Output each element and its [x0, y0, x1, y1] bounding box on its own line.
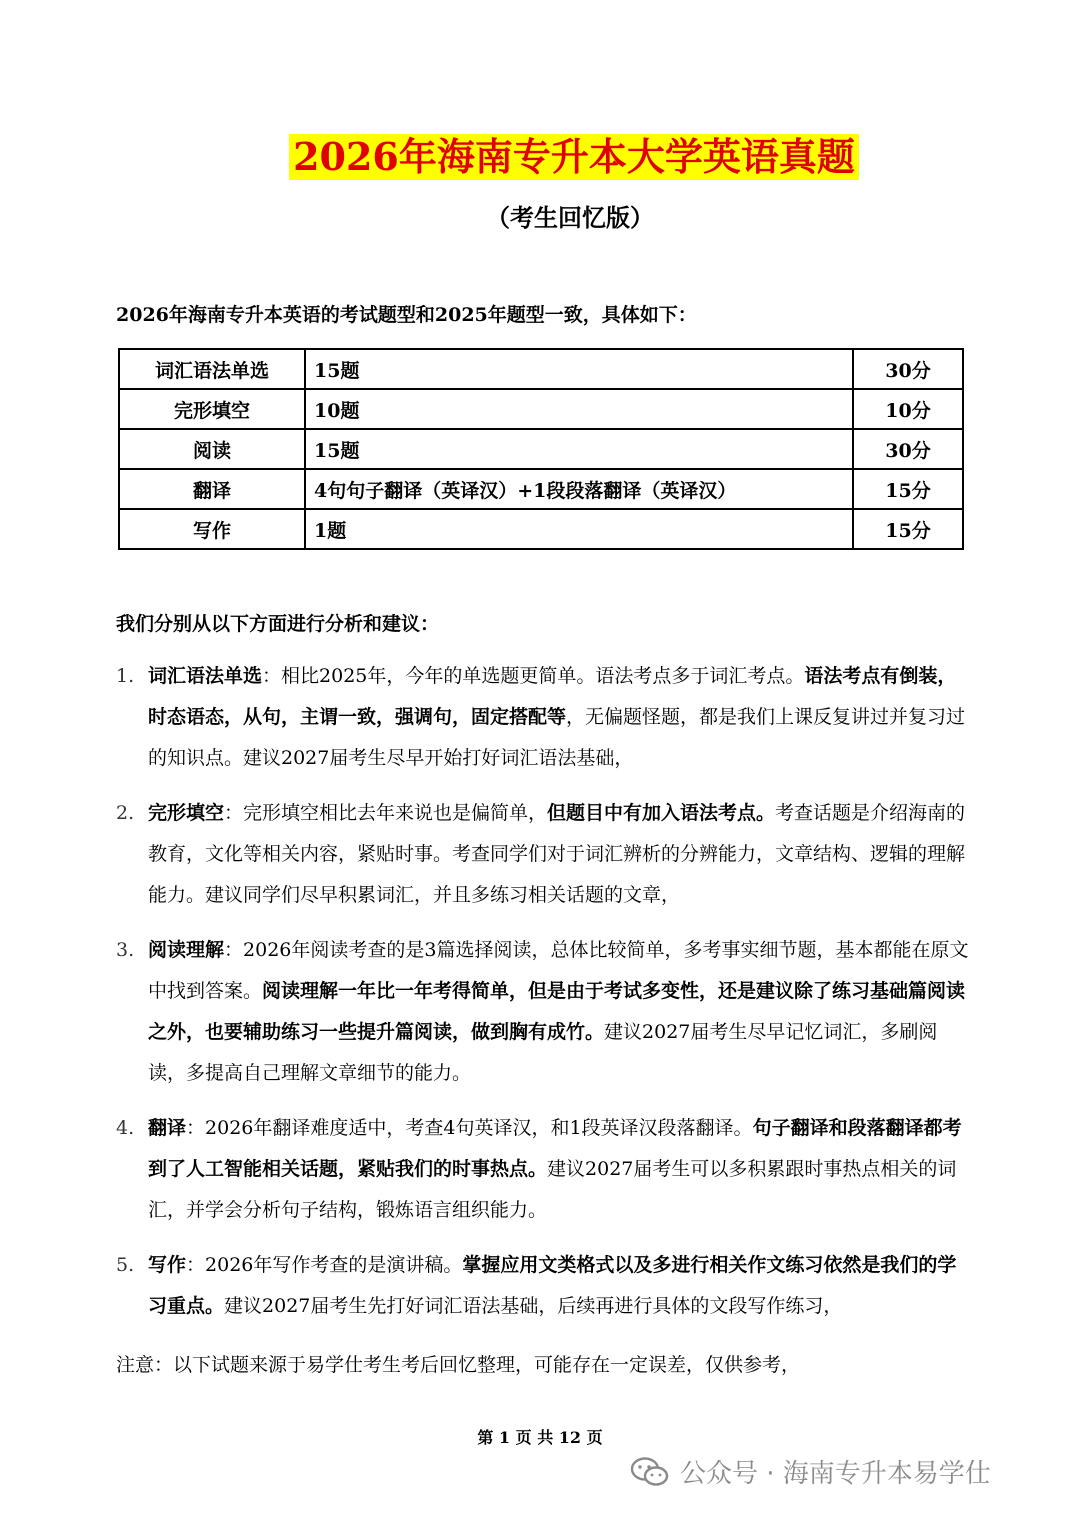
list-item — [116, 930, 972, 1094]
item-label: 翻译 — [148, 1117, 187, 1139]
count-cell: 15题 — [305, 429, 853, 469]
table-row — [119, 469, 963, 509]
score-cell: 15分 — [853, 509, 963, 549]
list-item — [116, 656, 972, 779]
analysis-list — [116, 656, 972, 1341]
count-cell: 1题 — [305, 509, 853, 549]
item-number: 2. — [116, 802, 135, 824]
item-bold-text: 语法考点有倒装，时态语态，从句，主谓一致，强调句，固定搭配等 — [148, 665, 957, 728]
table-row — [119, 509, 963, 549]
item-text: ：2026年写作考查的是演讲稿。 — [186, 1254, 463, 1276]
item-number: 3. — [116, 939, 135, 961]
item-bold-text: 阅读理解一年比一年考得简单，但是由于考试多变性，还是建议除了练习基础篇阅读之外，也要辅助练习一些提升篇阅读，做到胸有成竹。 — [148, 980, 966, 1043]
item-label: 完形填空 — [148, 802, 225, 824]
item-bold-text: 句子翻译和段落翻译都考到了人工智能相关话题，紧贴我们的时事热点。 — [148, 1117, 962, 1180]
item-label: 写作 — [148, 1254, 187, 1276]
disclaimer-note: 注意：以下试题来源于易学仕考生考后回忆整理，可能存在一定误差，仅供参考， — [116, 1354, 801, 1376]
item-text: 建议2027届考生可以多积累跟时事热点相关的词汇，并学会分析句子结构，锻炼语言组织能力。 — [148, 1158, 957, 1221]
page-subtitle: （考生回忆版） — [486, 203, 654, 232]
analysis-heading: 我们分别从以下方面进行分析和建议： — [116, 613, 440, 635]
count-cell: 10题 — [305, 389, 853, 429]
list-item — [116, 1108, 972, 1231]
item-number: 5. — [116, 1254, 135, 1276]
count-cell: 15题 — [305, 349, 853, 389]
count-cell: 4句句子翻译（英译汉）+1段段落翻译（英译汉） — [305, 469, 853, 509]
list-item — [116, 1245, 972, 1327]
section-cell: 翻译 — [119, 469, 305, 509]
item-text: ：完形填空相比去年来说也是偏简单， — [224, 802, 548, 824]
intro-text: 2026年海南专升本英语的考试题型和2025年题型一致，具体如下： — [116, 304, 697, 326]
section-cell: 词汇语法单选 — [119, 349, 305, 389]
score-cell: 15分 — [853, 469, 963, 509]
item-number: 4. — [116, 1117, 135, 1139]
list-item — [116, 793, 972, 916]
item-bold-text: 掌握应用文类格式以及多进行相关作文练习依然是我们的学习重点。 — [148, 1254, 957, 1317]
item-text: ，无偏题怪题，都是我们上课反复讲过并复习过的知识点。建议2027届考生尽早开始打好词汇语法基础， — [148, 706, 966, 769]
item-text: 建议2027届考生先打好词汇语法基础，后续再进行具体的文段写作练习， — [224, 1295, 843, 1317]
score-cell: 10分 — [853, 389, 963, 429]
item-number: 1. — [116, 665, 135, 687]
page-number: 第 1 页 共 12 页 — [477, 1428, 603, 1447]
table-row — [119, 389, 963, 429]
item-text: ：相比2025年，今年的单选题更简单。语法考点多于词汇考点。 — [262, 665, 805, 687]
item-text: 建议2027届考生尽早记忆词汇，多刷阅读，多提高自己理解文章细节的能力。 — [148, 1021, 938, 1084]
watermark — [630, 1453, 991, 1490]
score-cell: 30分 — [853, 349, 963, 389]
item-text: 考查话题是介绍海南的教育，文化等相关内容，紧贴时事。考查同学们对于词汇辨析的分辨能力，文章结构、逻辑的理解能力。建议同学们尽早积累词汇，并且多练习相关话题的文章， — [148, 802, 966, 906]
exam-structure-table — [118, 348, 964, 550]
score-cell: 30分 — [853, 429, 963, 469]
section-cell: 写作 — [119, 509, 305, 549]
table-row — [119, 349, 963, 389]
section-cell: 完形填空 — [119, 389, 305, 429]
item-bold-text: 但题目中有加入语法考点。 — [547, 802, 776, 824]
table-row — [119, 429, 963, 469]
item-text: ：2026年阅读考查的是3篇选择阅读，总体比较简单，多考事实细节题，基本都能在原文中找到答案。 — [148, 939, 969, 1002]
wechat-icon — [630, 1456, 670, 1488]
item-label: 阅读理解 — [148, 939, 225, 961]
page-title: 2026年海南专升本大学英语真题 — [289, 134, 859, 180]
watermark-text: 公众号 · 海南专升本易学仕 — [680, 1459, 991, 1489]
item-label: 词汇语法单选 — [148, 665, 263, 687]
title-block — [0, 134, 1080, 180]
item-text: ：2026年翻译难度适中，考查4句英译汉，和1段英译汉段落翻译。 — [186, 1117, 753, 1139]
section-cell: 阅读 — [119, 429, 305, 469]
